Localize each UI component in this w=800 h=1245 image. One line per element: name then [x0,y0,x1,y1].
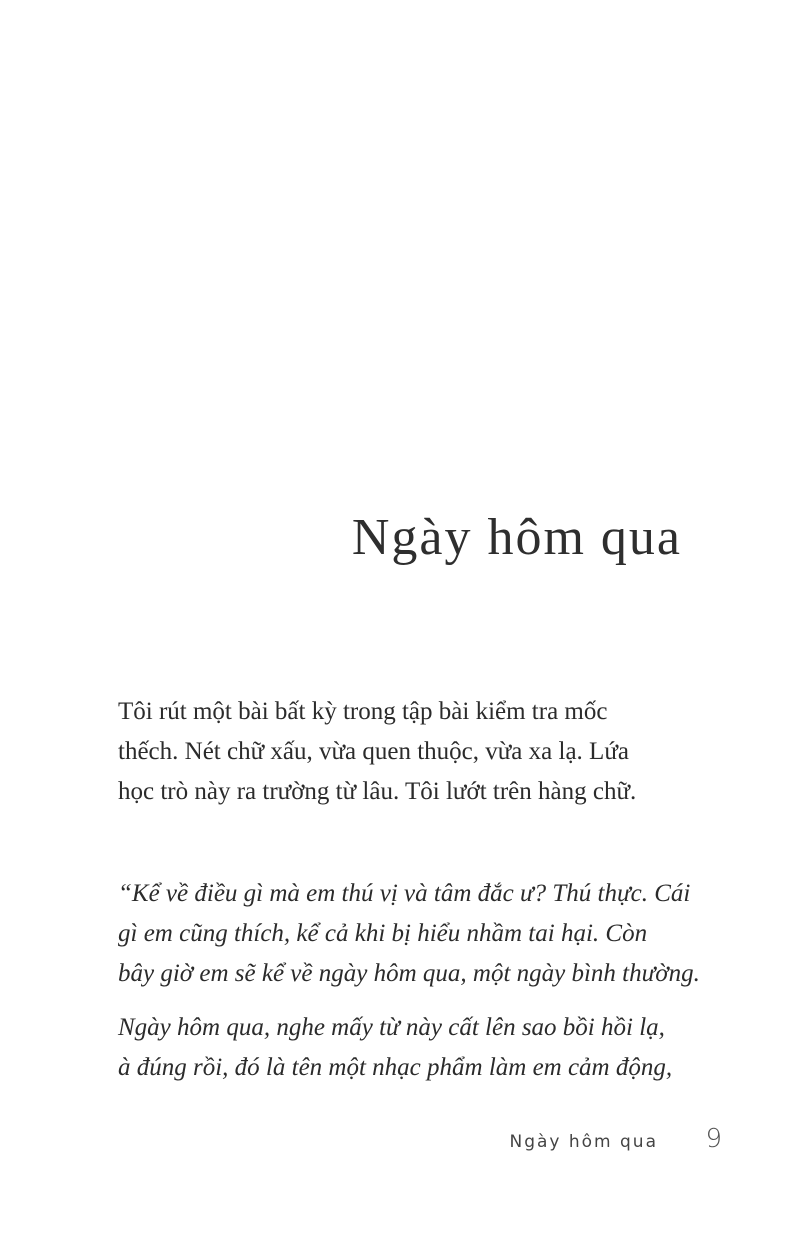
quote-line-3: bây giờ em sẽ kể về ngày hôm qua, một ngày bình thường. [118,960,700,987]
intro-line-2: thếch. Nét chữ xấu, vừa quen thuộc, vừa xa lạ. Lứa [118,738,629,765]
quote-line-2: gì em cũng thích, kể cả khi bị hiểu nhầm tai hại. Còn [118,920,648,947]
quote-line-1: “Kể về điều gì mà em thú vị và tâm đắc ư? Thú thực. Cái [118,880,691,907]
quote-line-5: à đúng rồi, đó là tên một nhạc phẩm làm em cảm động, [118,1054,673,1081]
quoted-essay [118,874,698,1102]
page-footer [0,1124,800,1158]
quote-line-4: Ngày hôm qua, nghe mấy từ này cất lên sao bồi hồi lạ, [118,1014,665,1041]
intro-line-1: Tôi rút một bài bất kỳ trong tập bài kiểm tra mốc [118,698,608,725]
intro-line-3: học trò này ra trường từ lâu. Tôi lướt trên hàng chữ. [118,778,637,805]
quote-paragraph-1 [118,874,698,994]
running-head: Ngày hôm qua [509,1132,658,1152]
quote-paragraph-2 [118,1008,698,1088]
chapter-title: Ngày hôm qua [351,509,682,566]
page-number: 9 [705,1124,722,1154]
intro-paragraph [118,692,698,812]
